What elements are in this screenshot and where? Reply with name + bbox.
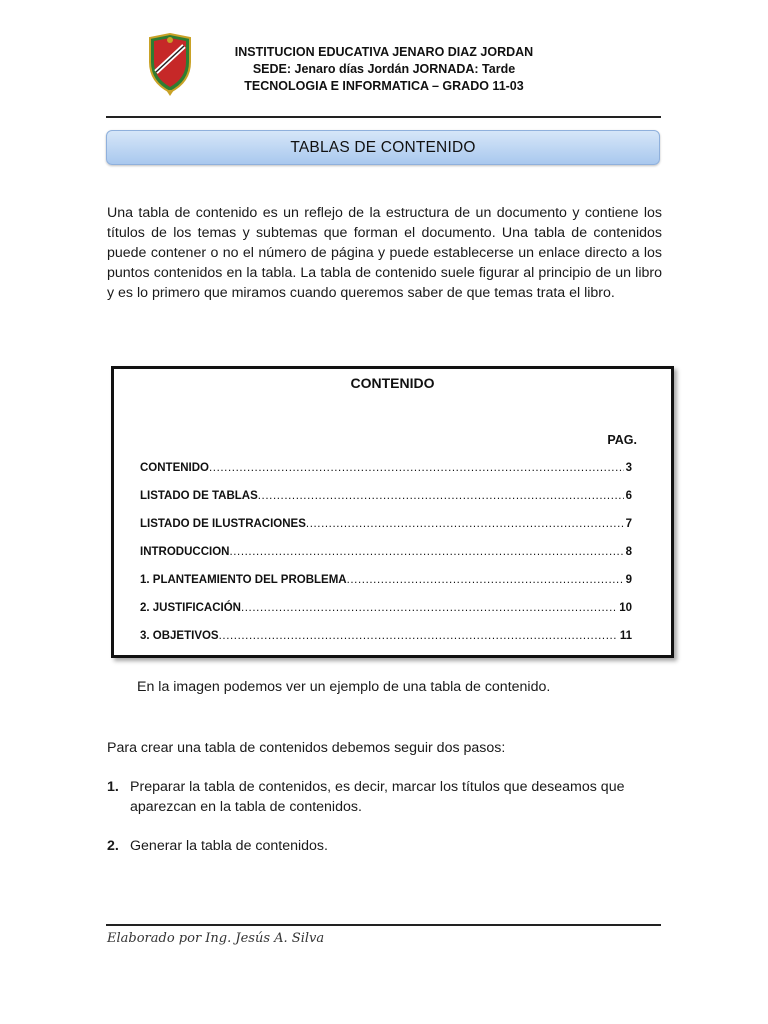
- toc-row: [140, 460, 632, 476]
- page-title: TABLAS DE CONTENIDO: [106, 130, 660, 165]
- toc-row: [140, 544, 632, 560]
- header-line-sede: SEDE: Jenaro días Jordán JORNADA: Tarde: [252, 62, 516, 76]
- toc-row-label: 1. PLANTEAMIENTO DEL PROBLEMA: [140, 574, 347, 586]
- toc-row-label: INTRODUCCION: [140, 546, 230, 558]
- toc-row: [140, 628, 632, 644]
- toc-row-page: 6: [625, 490, 632, 502]
- toc-row: [140, 516, 632, 532]
- step-number: 1.: [107, 779, 119, 795]
- step-item: [107, 777, 667, 817]
- school-header: [200, 44, 568, 95]
- toc-row-label: 3. OBJETIVOS: [140, 630, 219, 642]
- toc-pag-label: PAG.: [607, 433, 637, 447]
- toc-row-page: 3: [625, 462, 632, 474]
- toc-row-label: LISTADO DE TABLAS: [140, 490, 258, 502]
- header-line-institution: INSTITUCION EDUCATIVA JENARO DIAZ JORDAN: [234, 45, 534, 59]
- toc-caption: En la imagen podemos ver un ejemplo de una tabla de contenido.: [137, 679, 551, 695]
- toc-row-page: 7: [625, 518, 632, 530]
- step-item: [107, 836, 667, 856]
- toc-row-label: 2. JUSTIFICACIÓN: [140, 602, 241, 614]
- steps-intro: Para crear una tabla de contenidos debemos seguir dos pasos:: [107, 740, 506, 756]
- toc-title: CONTENIDO: [350, 375, 435, 391]
- toc-row-page: 11: [619, 630, 632, 642]
- footer-divider: [106, 924, 661, 926]
- toc-row-page: 10: [619, 602, 632, 614]
- step-text: Generar la tabla de contenidos.: [130, 838, 328, 854]
- footer-author: Elaborado por Ing. Jesús A. Silva: [107, 931, 325, 946]
- toc-row-page: 9: [625, 574, 632, 586]
- toc-example-box: [111, 366, 674, 658]
- toc-row: [140, 600, 632, 616]
- header-divider: [106, 116, 661, 118]
- toc-row-label: LISTADO DE ILUSTRACIONES: [140, 518, 306, 530]
- toc-row-label: CONTENIDO: [140, 462, 209, 474]
- intro-paragraph: Una tabla de contenido es un reflejo de la estructura de un documento y contiene los títulos de los temas y subtemas que forman el documento. Una tabla de contenidos puede contener o no el número de página y puede establecerse un enlace directo a los puntos contenidos en la tabla. La tabla de contenido suele figurar al principio de un libro y es lo primero que miramos cuando queremos saber de que temas trata el libro.: [107, 205, 662, 301]
- toc-row: [140, 488, 632, 504]
- header-line-course: TECNOLOGIA E INFORMATICA – GRADO 11-03: [244, 79, 524, 93]
- step-text: Preparar la tabla de contenidos, es decir, marcar los títulos que deseamos que aparezcan en la tabla de contenidos.: [130, 779, 625, 815]
- toc-row: [140, 572, 632, 588]
- step-number: 2.: [107, 838, 119, 854]
- school-crest-logo: [146, 32, 194, 98]
- toc-row-page: 8: [625, 546, 632, 558]
